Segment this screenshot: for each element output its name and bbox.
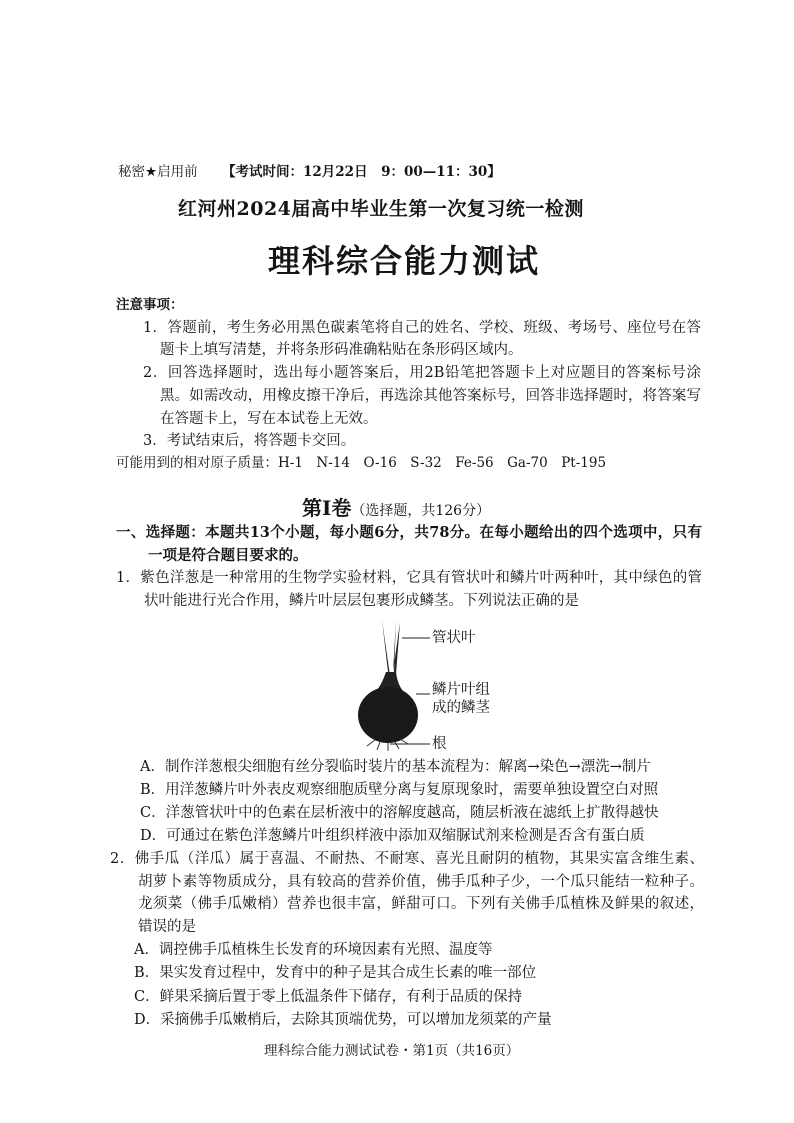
note-3-line-1: 3．考试结束后，将答题卡交回。 <box>143 433 356 449</box>
q2-option-d: D．采摘佛手瓜嫩梢后，去除其顶端优势，可以增加龙须菜的产量 <box>134 1012 552 1028</box>
part1-title: 第Ⅰ卷 <box>302 496 352 520</box>
confidential-label: 秘密★启用前 <box>118 164 198 180</box>
q1-option-d: D．可通过在紫色洋葱鳞片叶组织样液中添加双缩脲试剂来检测是否含有蛋白质 <box>140 828 645 844</box>
q2-stem-line-4: 错误的是 <box>138 919 196 935</box>
label-scale-leaf-1: 鳞片叶组 <box>432 682 490 698</box>
q1-stem-line-1: 1．紫色洋葱是一种常用的生物学实验材料，它具有管状叶和鳞片叶两种叶，其中绿色的管 <box>116 570 702 586</box>
part1-heading <box>302 495 490 524</box>
section-instruction-line-1: 一、选择题：本题共13个小题，每小题6分，共78分。在每小题给出的四个选项中，只有 <box>116 524 702 541</box>
q2-stem-line-1: 2．佛手瓜（洋瓜）属于喜温、不耐热、不耐寒、喜光且耐阴的植物，其果实富含维生素、 <box>110 851 704 867</box>
label-scale-leaf-2: 成的鳞茎 <box>432 700 490 716</box>
q1-option-b: B．用洋葱鳞片叶外表皮观察细胞质壁分离与复原现象时，需要单独设置空白对照 <box>140 782 659 798</box>
atomic-masses: 可能用到的相对原子质量：H-1 N-14 O-16 S-32 Fe-56 Ga-70 Pt-195 <box>116 455 607 471</box>
onion-illustration <box>330 612 520 757</box>
exam-subtitle: 红河州2024届高中毕业生第一次复习统一检测 <box>178 198 584 220</box>
page-footer: 理科综合能力测试试卷・第1页（共16页） <box>264 1043 520 1059</box>
q1-option-c: C．洋葱管状叶中的色素在层析液中的溶解度越高，随层析液在滤纸上扩散得越快 <box>140 805 659 821</box>
q1-option-a: A．制作洋葱根尖细胞有丝分裂临时装片的基本流程为：解离→染色→漂洗→制片 <box>140 759 651 775</box>
note-2-line-1: 2．回答选择题时，选出每小题答案后，用2B铅笔把答题卡上对应题目的答案标号涂 <box>143 365 701 381</box>
exam-title: 理科综合能力测试 <box>268 242 541 280</box>
notes-heading: 注意事项： <box>116 297 184 313</box>
onion-figure <box>330 612 520 757</box>
q2-stem-line-2: 胡萝卜素等物质成分，具有较高的营养价值，佛手瓜种子少，一个瓜只能结一粒种子。 <box>138 874 704 890</box>
section-instruction-line-2: 一项是符合题目要求的。 <box>148 547 308 564</box>
note-1-line-1: 1．答题前，考生务必用黑色碳素笔将自己的姓名、学校、班级、考场号、座位号在答 <box>143 320 701 336</box>
q1-stem-line-2: 状叶能进行光合作用，鳞片叶层层包裹形成鳞茎。下列说法正确的是 <box>144 593 579 609</box>
q2-option-b: B．果实发育过程中，发育中的种子是其合成生长素的唯一部位 <box>134 965 537 981</box>
note-2-line-3: 在答题卡上，写在本试卷上无效。 <box>160 411 378 427</box>
note-1-line-2: 题卡上填写清楚，并将条形码准确粘贴在条形码区域内。 <box>160 342 523 358</box>
label-root: 根 <box>432 736 447 752</box>
q2-stem-line-3: 龙须菜（佛手瓜嫩梢）营养也很丰富，鲜甜可口。下列有关佛手瓜植株及鲜果的叙述， <box>138 896 704 912</box>
part1-note: （选择题，共126分） <box>351 503 491 519</box>
q2-option-c: C．鲜果采摘后置于零上低温条件下储存，有利于品质的保持 <box>134 989 523 1005</box>
note-2-line-2: 黑。如需改动，用橡皮擦干净后，再选涂其他答案标号，回答非选择题时，将答案写 <box>160 388 701 404</box>
label-tubular-leaf: 管状叶 <box>432 630 476 646</box>
q2-option-a: A．调控佛手瓜植株生长发育的环境因素有光照、温度等 <box>134 942 493 958</box>
exam-time: 【考试时间：12月22日 9：00—11：30】 <box>222 164 501 180</box>
